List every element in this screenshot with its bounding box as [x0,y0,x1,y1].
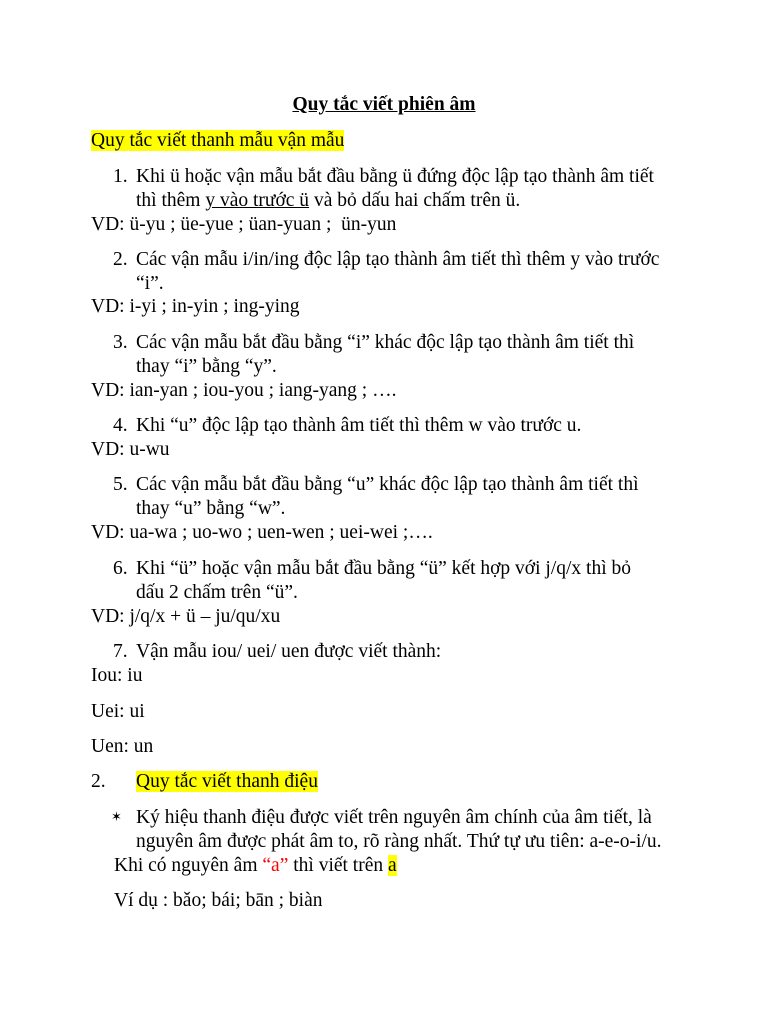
rule-7-number: 7. [113,641,128,662]
rule-7-line-1: Vận mẫu iou/ uei/ uen được viết thành: [136,641,442,662]
rule-6-example: VD: j/q/x + ü – ju/qu/xu [91,606,281,627]
rule-2-line-2: “i”. [136,273,164,294]
rule-1-number: 1. [113,166,128,187]
rule-1-line-2-before: thì thêm [136,190,206,211]
rule-3-line-2: thay “i” bằng “y”. [136,356,277,377]
rule-2-number: 2. [113,249,128,270]
rule-5-number: 5. [113,474,128,495]
section2-heading-text: Quy tắc viết thanh điệu [136,771,318,792]
section2-note-red-text: “a” [262,855,289,876]
star-bullet-icon: ✶ [111,810,122,825]
section2-example: Ví dụ : bǎo; bái; bān ; biàn [114,890,323,911]
section2-note-before: Khi có nguyên âm [114,855,263,876]
section1-heading [91,129,344,153]
rule-3-line-1: Các vận mẫu bắt đầu bằng “i” khác độc lập tạo thành âm tiết thì [136,332,635,353]
rule-5-line-1: Các vận mẫu bắt đầu bằng “u” khác độc lập tạo thành âm tiết thì [136,474,639,495]
section2-heading [136,770,318,794]
rule-5-example: VD: ua-wa ; uo-wo ; uen-wen ; uei-wei ;…. [91,522,433,543]
rule-1-line-2-after: và bỏ dấu hai chấm trên ü. [309,190,521,211]
rule-4-example: VD: u-wu [91,439,170,460]
rule-4-line-1: Khi “u” độc lập tạo thành âm tiết thì thêm w vào trước u. [136,415,582,436]
rule-1-underlined-text: y vào trước ü [205,190,310,211]
rule-7-example-uei: Uei: ui [91,701,145,722]
rule-2-example: VD: i-yi ; in-yin ; ing-ying [91,296,300,317]
rule-7-example-uen: Uen: un [91,736,154,757]
rule-6-number: 6. [113,558,128,579]
section2-bullet-line-1: Ký hiệu thanh điệu được viết trên nguyên âm chính của âm tiết, là [136,807,652,828]
rule-5-line-2: thay “u” bằng “w”. [136,498,286,519]
rule-6-line-1: Khi “ü” hoặc vận mẫu bắt đầu bằng “ü” kết hợp với j/q/x thì bỏ [136,558,631,579]
rule-1-line-2 [136,189,520,213]
rule-1-example: VD: ü-yu ; üe-yue ; üan-yuan ; ün-yun [91,214,397,235]
page-title: Quy tắc viết phiên âm [292,94,476,115]
section2-number: 2. [91,771,106,792]
section2-note [114,854,397,878]
rule-7-example-iou: Iou: iu [91,665,143,686]
rule-3-example: VD: ian-yan ; iou-you ; iang-yang ; …. [91,380,397,401]
rule-4-number: 4. [113,415,128,436]
rule-6-line-2: dấu 2 chấm trên “ü”. [136,582,298,603]
rule-3-number: 3. [113,332,128,353]
rule-2-line-1: Các vận mẫu i/in/ing độc lập tạo thành âm tiết thì thêm y vào trước [136,249,660,270]
section2-note-middle: thì viết trên [288,855,389,876]
section2-note-highlight: a [388,855,397,876]
rule-1-line-1: Khi ü hoặc vận mẫu bắt đầu bằng ü đứng độc lập tạo thành âm tiết [136,166,654,187]
section1-heading-text: Quy tắc viết thanh mẫu vận mẫu [91,130,345,151]
section2-bullet-line-2: nguyên âm được phát âm to, rõ ràng nhất. Thứ tự ưu tiên: a-e-o-i/u. [136,831,662,852]
